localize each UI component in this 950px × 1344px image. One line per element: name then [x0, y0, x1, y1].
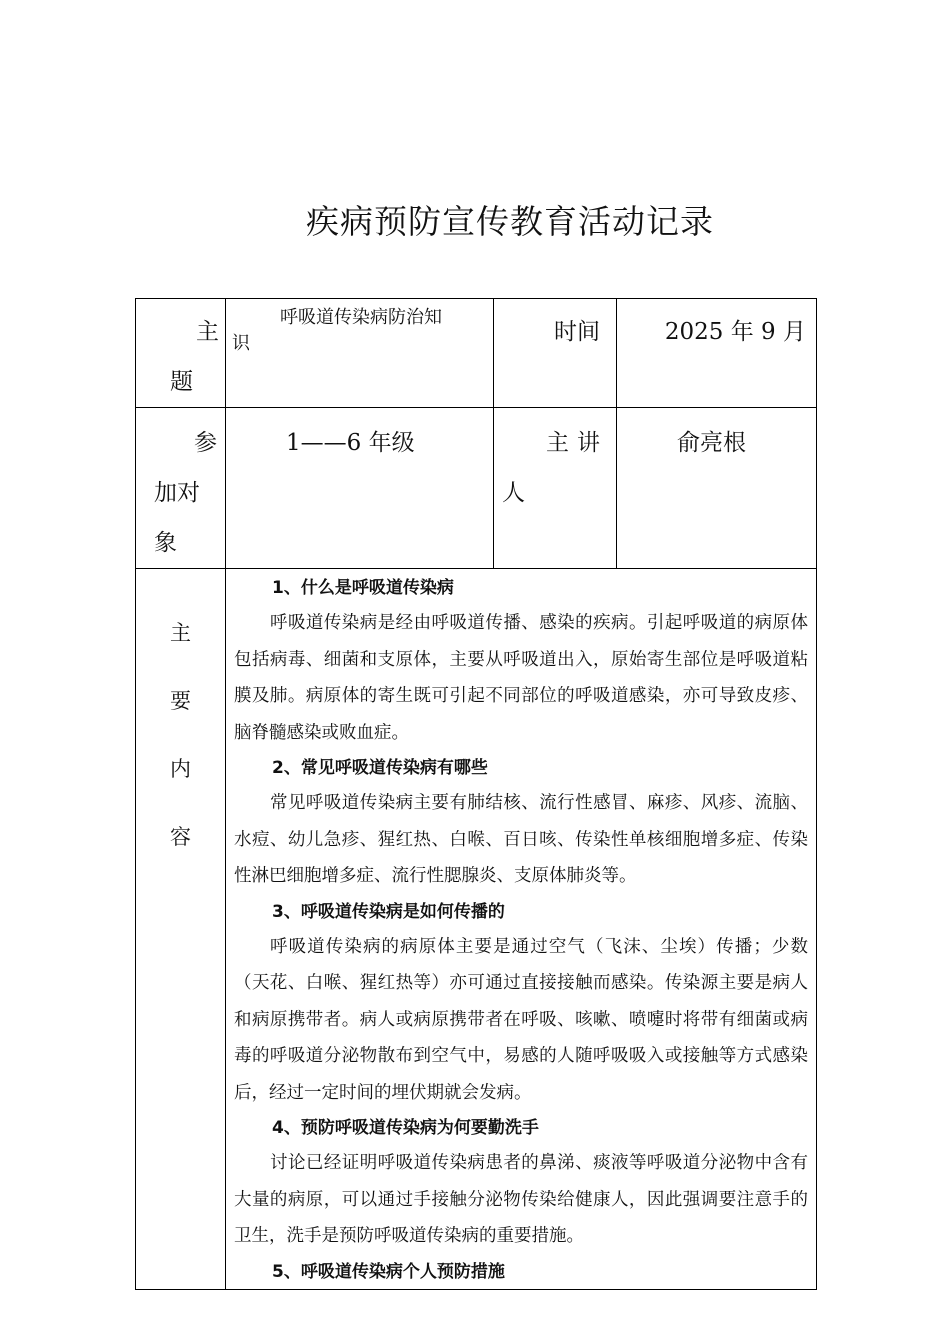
time-label: 时间 — [494, 299, 617, 408]
speaker-label-2: 人 — [502, 480, 525, 506]
document-title: 疾病预防宣传教育活动记录 — [306, 202, 714, 241]
content-label-char: 内 — [170, 757, 191, 781]
section-paragraph: 呼吸道传染病是经由呼吸道传播、感染的疾病。引起呼吸道的病原体包括病毒、细菌和支原体，主要从呼吸道出入，原始寄生部位是呼吸道粘膜及肺。病原体的寄生既可引起不同部位的呼吸道感染，亦可导致皮疹、脑脊髓感染或败血症。 — [234, 613, 808, 743]
theme-value-cell — [226, 299, 494, 408]
speaker-value: 俞亮根 — [617, 408, 817, 569]
content-label-cell — [136, 569, 226, 1290]
content-label-char: 要 — [170, 689, 191, 713]
audience-label-2: 加对 — [154, 480, 200, 506]
theme-row — [136, 299, 817, 408]
time-value: 2025 年 9 月 — [617, 299, 817, 408]
audience-row — [136, 408, 817, 569]
section-heading: 5、呼吸道传染病个人预防措施 — [272, 1261, 505, 1282]
section-heading: 3、呼吸道传染病是如何传播的 — [272, 901, 505, 922]
speaker-label-cell — [494, 408, 617, 569]
audience-label-1: 参 — [194, 430, 217, 456]
content-row — [136, 569, 817, 1290]
audience-label-cell — [136, 408, 226, 569]
content-label-char: 主 — [170, 621, 191, 645]
theme-label-2: 题 — [170, 369, 193, 395]
content-body — [226, 569, 817, 1290]
record-table — [135, 298, 817, 1290]
section-heading: 4、预防呼吸道传染病为何要勤洗手 — [272, 1118, 539, 1138]
theme-label-cell — [136, 299, 226, 408]
section-paragraph: 常见呼吸道传染病主要有肺结核、流行性感冒、麻疹、风疹、流脑、水痘、幼儿急疹、猩红热、白喉、百日咳、传染性单核细胞增多症、传染性淋巴细胞增多症、流行性腮腺炎、支原体肺炎等。 — [234, 793, 808, 886]
section-paragraph: 讨论已经证明呼吸道传染病患者的鼻涕、痰液等呼吸道分泌物中含有大量的病原，可以通过手接触分泌物传染给健康人，因此强调要注意手的卫生，洗手是预防呼吸道传染病的重要措施。 — [234, 1153, 808, 1246]
section-paragraph: 呼吸道传染病的病原体主要是通过空气（飞沫、尘埃）传播；少数（天花、白喉、猩红热等）亦可通过直接接触而感染。传染源主要是病人和病原携带者。病人或病原携带者在呼吸、咳嗽、喷嚏时将带有细菌或病毒的呼吸道分泌物散布到空气中，易感的人随呼吸吸入或接触等方式感染后，经过一定时间的埋伏期就会发病。 — [234, 936, 808, 1103]
section-heading: 1、什么是呼吸道传染病 — [272, 578, 454, 598]
theme-value-line2: 识 — [232, 333, 250, 354]
audience-label-3: 象 — [154, 530, 177, 556]
audience-value: 1——6 年级 — [226, 408, 494, 569]
theme-value-line1: 呼吸道传染病防治知 — [280, 307, 442, 328]
speaker-label-1: 主讲 — [546, 430, 608, 456]
theme-label-1: 主 — [196, 319, 219, 345]
content-label-char: 容 — [170, 825, 191, 849]
section-heading: 2、常见呼吸道传染病有哪些 — [272, 758, 488, 778]
